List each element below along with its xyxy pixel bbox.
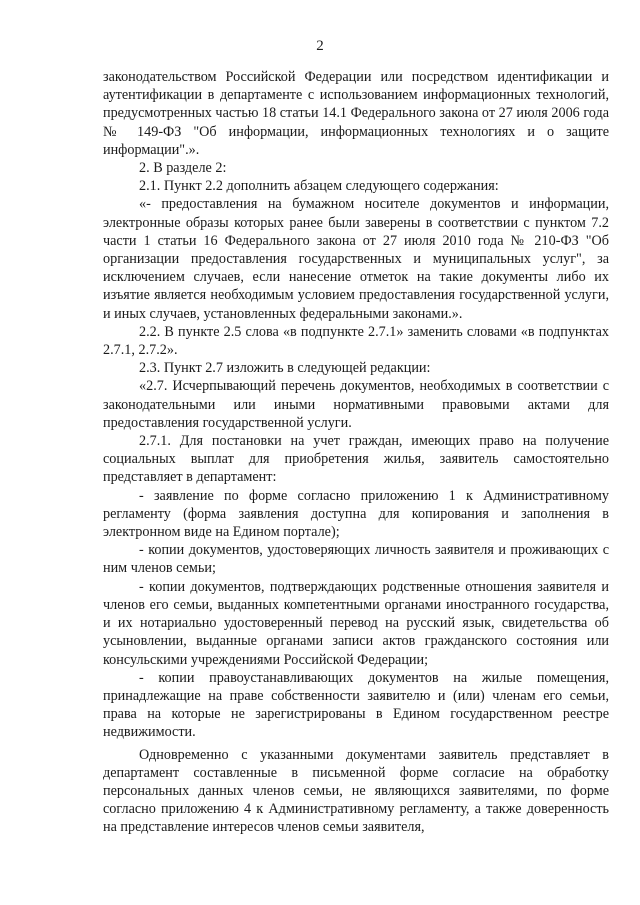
document-paragraph: законодательством Российской Федерации или посредством идентификации и аутентификации в департаменте с использованием информационных технологий, предусмотренных частью 18 статьи 14.1 Федерального закона от 27 июля 2006 года № 149-ФЗ "Об информации, информационных технологиях и о защите информации".».	[103, 69, 609, 158]
document-paragraph: 2.3. Пункт 2.7 изложить в следующей редакции:	[139, 360, 431, 377]
document-paragraph: «- предоставления на бумажном носителе документов и информации, электронные образы которых ранее были заверены в соответствии с пунктом 7.2 части 1 статьи 16 Федерального закона от 27 июля 2010 года № 210-ФЗ "Об организации предоставления государственных и муниципальных услуг", за исключением случаев, если нанесение отметок на такие документы либо их изъятие является необходимым условием предоставления государственной услуги, и иных случаев, установленных федеральными законами.».	[103, 196, 609, 322]
document-paragraph: - копии документов, подтверждающих родственные отношения заявителя и членов его семьи, выданных компетентными органами иностранного государства, и их нотариально удостоверенный перевод на русский язык, свидетельства об усыновлении, выданные органами записи актов гражданского состояния или консульскими учреждениями Российской Федерации;	[103, 578, 609, 668]
document-paragraph: Одновременно с указанными документами заявитель представляет в департамент составленные в письменной форме согласие на обработку персональных данных членов семьи, не являющихся заявителями, по форме согласно приложению 4 к Административному регламенту, а также доверенность на представление интересов членов семьи заявителя,	[103, 746, 609, 836]
document-paragraph: - копии правоустанавливающих документов на жилые помещения, принадлежащие на праве собственности заявителю и (или) членам его семьи, права на которые не зарегистрированы в Едином государственном реестре недвижимости.	[103, 669, 609, 741]
document-paragraph: 2.7.1. Для постановки на учет граждан, имеющих право на получение социальных выплат для приобретения жилья, заявитель самостоятельно представляет в департамент:	[103, 433, 609, 486]
document-paragraph: «2.7. Исчерпывающий перечень документов, необходимых в соответствии с законодательными или иными нормативными правовыми актами для предоставления государственной услуги.	[103, 378, 609, 431]
document-paragraph: - копии документов, удостоверяющих личность заявителя и проживающих с ним членов семьи;	[103, 542, 609, 577]
document-paragraph: - заявление по форме согласно приложению 1 к Административному регламенту (форма заявления доступна для копирования и заполнения в электронном виде на Едином портале);	[103, 487, 609, 541]
document-paragraph: 2. В разделе 2:	[139, 160, 227, 177]
document-body	[103, 68, 609, 837]
document-paragraph: 2.1. Пункт 2.2 дополнить абзацем следующего содержания:	[139, 178, 499, 195]
document-paragraph: 2.2. В пункте 2.5 слова «в подпункте 2.7.1» заменить словами «в подпунктах 2.7.1, 2.7.2».	[103, 323, 609, 359]
page-number: 2	[316, 38, 324, 54]
